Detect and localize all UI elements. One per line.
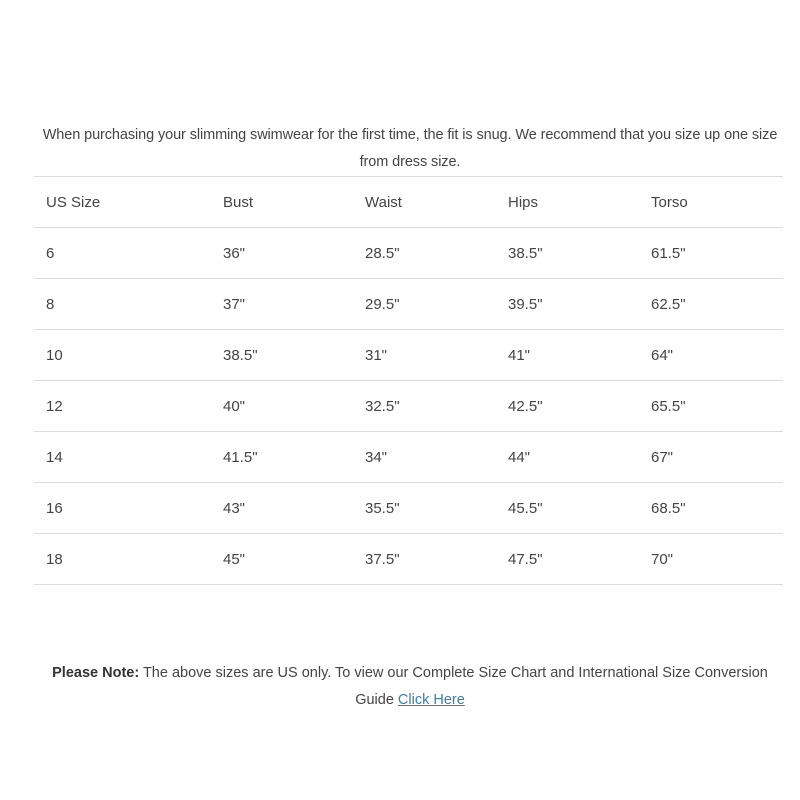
intro-text: When purchasing your slimming swimwear for the first time, the fit is snug. We recommend that you size up one size from dress size. (42, 126, 778, 170)
cell-torso: 65.5" (651, 397, 686, 415)
table-row (34, 483, 783, 534)
cell-waist: 29.5" (365, 295, 400, 313)
cell-waist: 37.5" (365, 550, 400, 568)
cell-torso: 68.5" (651, 499, 686, 517)
cell-torso: 70" (651, 550, 674, 568)
header-bust: Bust (223, 193, 254, 211)
table-row (34, 330, 783, 381)
header-hips: Hips (508, 193, 539, 211)
cell-us-size: 6 (46, 244, 55, 262)
table-row (34, 228, 783, 279)
cell-hips: 42.5" (508, 397, 543, 415)
size-chart-table (34, 176, 783, 585)
cell-waist: 31" (365, 346, 388, 364)
cell-bust: 43" (223, 499, 246, 517)
header-torso: Torso (651, 193, 688, 211)
cell-waist: 34" (365, 448, 388, 466)
header-us-size: US Size (46, 193, 101, 211)
table-header-row (34, 177, 783, 228)
cell-hips: 47.5" (508, 550, 543, 568)
cell-bust: 36" (223, 244, 246, 262)
cell-bust: 37" (223, 295, 246, 313)
table-row (34, 381, 783, 432)
cell-torso: 64" (651, 346, 674, 364)
table-row (34, 279, 783, 330)
cell-torso: 62.5" (651, 295, 686, 313)
cell-bust: 41.5" (223, 448, 258, 466)
click-here-link[interactable]: Click Here (397, 691, 465, 708)
cell-hips: 39.5" (508, 295, 543, 313)
size-note (40, 660, 780, 714)
cell-us-size: 8 (46, 295, 55, 313)
cell-waist: 32.5" (365, 397, 400, 415)
cell-us-size: 12 (46, 397, 63, 415)
cell-us-size: 16 (46, 499, 63, 517)
cell-us-size: 18 (46, 550, 63, 568)
header-waist: Waist (365, 193, 402, 211)
cell-hips: 41" (508, 346, 531, 364)
cell-bust: 40" (223, 397, 246, 415)
cell-bust: 45" (223, 550, 246, 568)
cell-hips: 44" (508, 448, 531, 466)
table-row (34, 432, 783, 483)
table-row (34, 534, 783, 585)
cell-us-size: 10 (46, 346, 63, 364)
cell-bust: 38.5" (223, 346, 258, 364)
cell-torso: 67" (651, 448, 674, 466)
cell-waist: 35.5" (365, 499, 400, 517)
cell-hips: 45.5" (508, 499, 543, 517)
cell-torso: 61.5" (651, 244, 686, 262)
cell-us-size: 14 (46, 448, 63, 466)
cell-hips: 38.5" (508, 244, 543, 262)
note-label: Please Note: (52, 664, 140, 681)
note-text: The above sizes are US only. To view our Complete Size Chart and International Size Conversion Guide (139, 664, 768, 708)
cell-waist: 28.5" (365, 244, 400, 262)
